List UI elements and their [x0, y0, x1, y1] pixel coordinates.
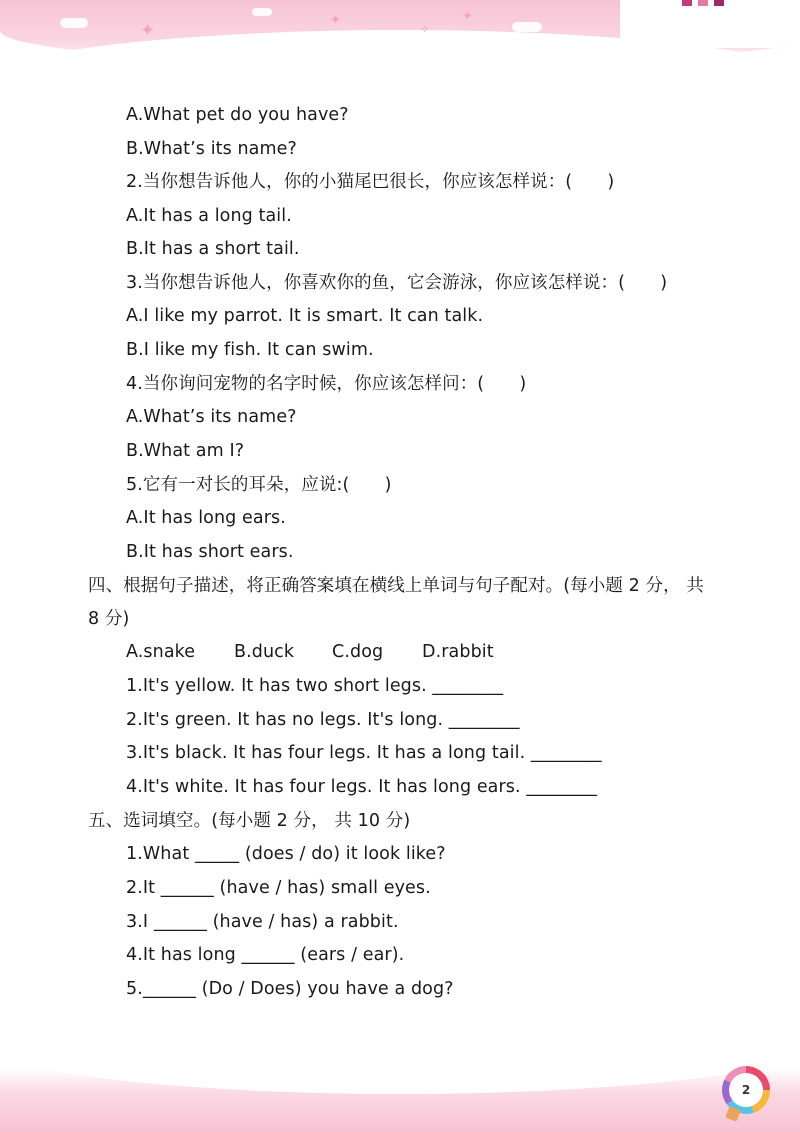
question-3-option-a: A.I like my parrot. It is smart. It can talk. [126, 306, 484, 326]
match-item-1: 1.It's yellow. It has two short legs. ________ [126, 676, 504, 696]
banner-wave [0, 1068, 800, 1094]
fill-item-2: 2.It ______ (have / has) small eyes. [126, 878, 431, 898]
word-option: C.dog [332, 642, 384, 662]
fill-item-4: 4.It has long ______ (ears / ear). [126, 945, 405, 965]
cloud-icon [252, 8, 272, 16]
fill-item-3: 3.I ______ (have / has) a rabbit. [126, 912, 399, 932]
sparkle-icon: ✦ [462, 9, 473, 24]
match-item-2: 2.It's green. It has no legs. It's long. ________ [126, 710, 520, 730]
question-5-option-a: A.It has long ears. [126, 508, 286, 528]
question-5: 5.它有一对长的耳朵，应说:( ) [126, 475, 392, 495]
fill-item-1: 1.What _____ (does / do) it look like? [126, 844, 446, 864]
page-number: 2 [729, 1073, 763, 1107]
match-item-4: 4.It's white. It has four legs. It has long ears. ________ [126, 777, 598, 797]
word-option: D.rabbit [422, 642, 494, 662]
sparkle-icon: ✦ [330, 13, 341, 28]
match-item-3: 3.It's black. It has four legs. It has a long tail. ________ [126, 743, 602, 763]
question-3: 3.当你想告诉他人，你喜欢你的鱼，它会游泳，你应该怎样说：( ) [126, 273, 668, 293]
section-4-title-cont: 8 分) [88, 609, 130, 629]
word-option: A.snake [126, 642, 196, 662]
fill-item-5: 5.______ (Do / Does) you have a dog? [126, 979, 454, 999]
decor-mark [714, 0, 724, 6]
word-options [126, 641, 494, 663]
top-decorative-banner [0, 0, 800, 64]
sparkle-icon: ✧ [420, 23, 430, 36]
sparkle-icon: ✦ [140, 20, 156, 41]
question-5-option-b: B.It has short ears. [126, 542, 294, 562]
question-2-option-b: B.It has a short tail. [126, 239, 300, 259]
word-option: B.duck [234, 642, 295, 662]
decor-mark [698, 0, 708, 6]
section-4-title: 四、根据句子描述，将正确答案填在横线上单词与句子配对。(每小题 2 分， 共 [88, 576, 704, 596]
cloud-icon [512, 22, 542, 32]
question-2-option-a: A.It has a long tail. [126, 206, 292, 226]
question-3-option-b: B.I like my fish. It can swim. [126, 340, 374, 360]
bottom-decorative-banner [0, 1068, 800, 1132]
question-2: 2.当你想告诉他人，你的小猫尾巴很长，你应该怎样说：( ) [126, 172, 615, 192]
decor-mark [682, 0, 692, 6]
option-a-prev: A.What pet do you have? [126, 105, 349, 125]
cloud-icon [60, 18, 88, 28]
question-4-option-b: B.What am I? [126, 441, 245, 461]
corner-tab [620, 0, 800, 48]
question-4: 4.当你询问宠物的名字时候，你应该怎样问：( ) [126, 374, 527, 394]
option-b-prev: B.What’s its name? [126, 139, 297, 159]
question-4-option-a: A.What’s its name? [126, 407, 297, 427]
section-5-title: 五、选词填空。(每小题 2 分， 共 10 分) [88, 811, 411, 831]
